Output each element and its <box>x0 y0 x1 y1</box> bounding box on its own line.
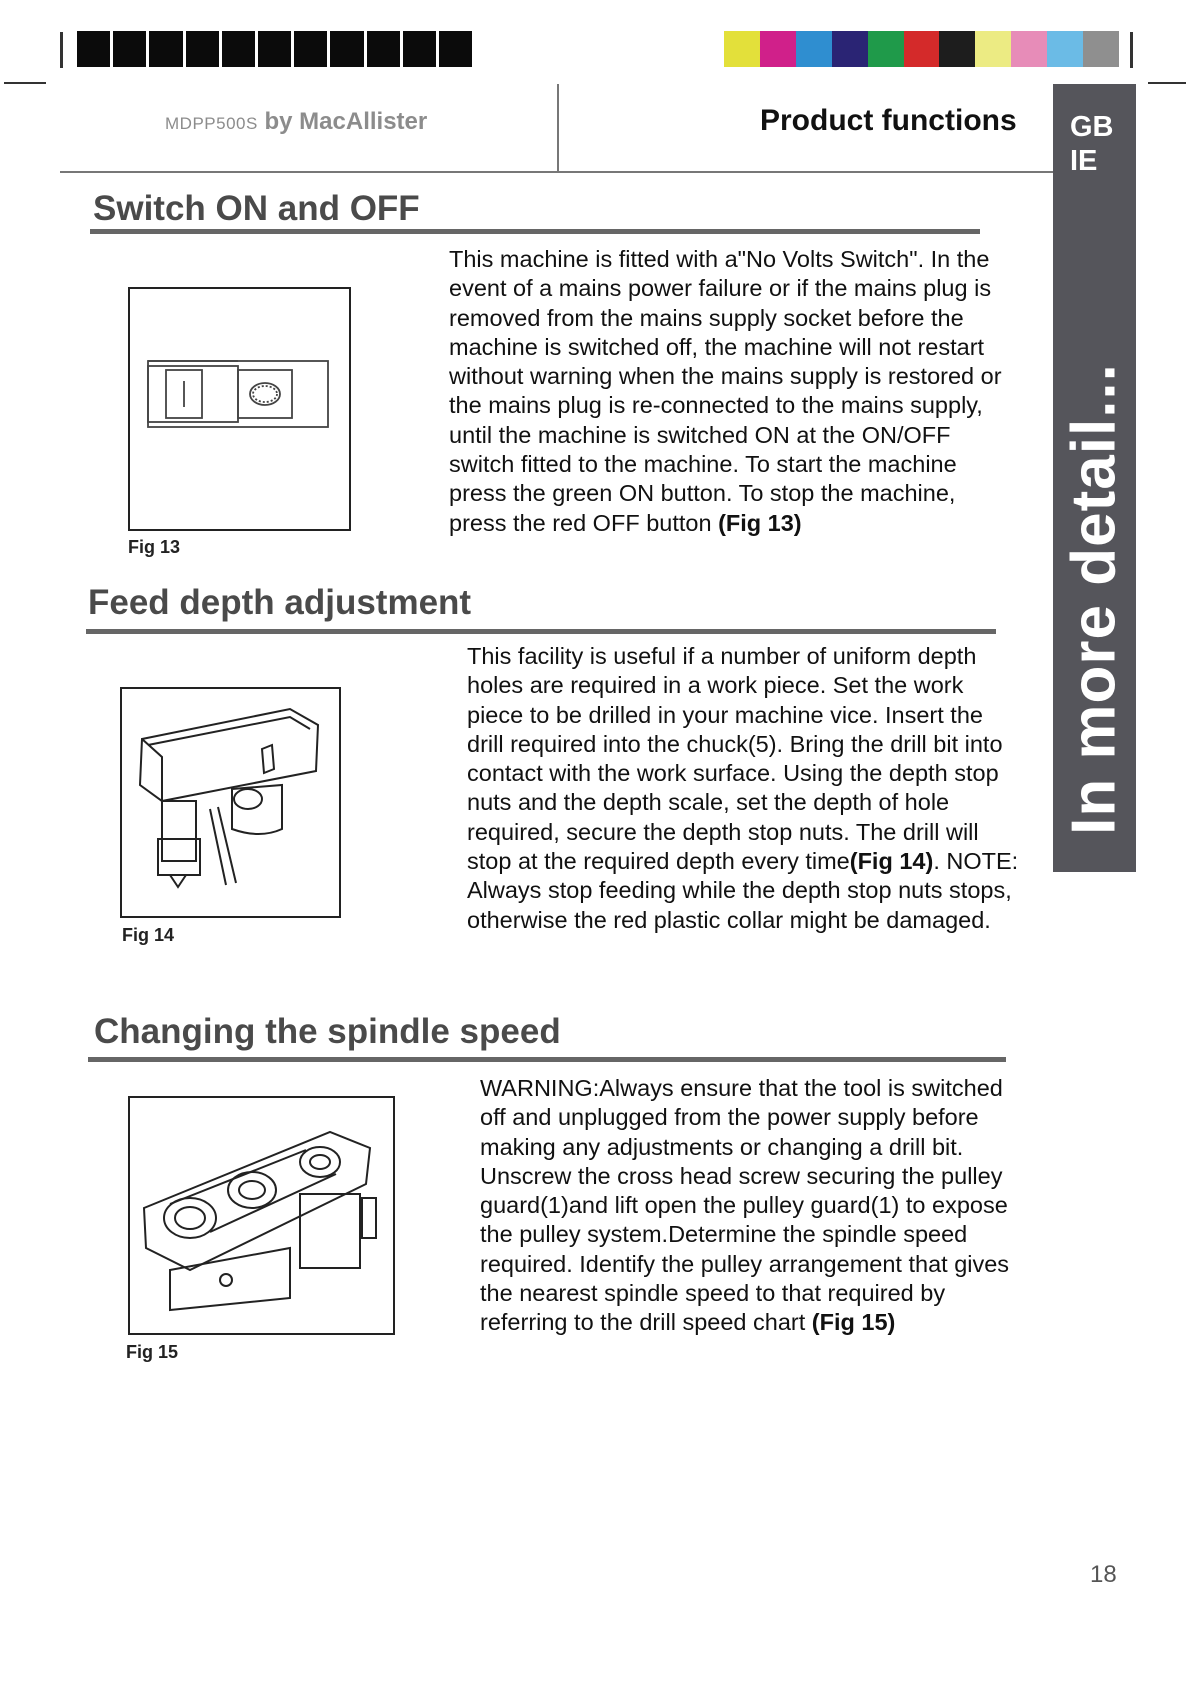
section-rule-feed-depth <box>86 629 996 634</box>
section-title-switch: Switch ON and OFF <box>93 189 420 228</box>
figure-15 <box>128 1096 395 1335</box>
figure-15-label: Fig 15 <box>126 1342 179 1362</box>
side-tab-languages <box>1070 110 1114 178</box>
registration-black-bar <box>77 31 472 67</box>
header-model: MDPP500S <box>165 114 258 133</box>
crop-mark-top-left-horizontal <box>4 82 46 84</box>
color-swatch <box>724 31 760 67</box>
color-swatch <box>904 31 940 67</box>
header-section-title: Product functions <box>760 104 1017 137</box>
figure-14 <box>120 687 341 918</box>
switch-diagram-icon <box>130 289 349 529</box>
pulley-system-icon <box>130 1098 393 1333</box>
section-body-feed-depth: This facility is useful if a number of uniform depth holes are required in a work piece. Set the work piece to be drilled in your machine vice. Insert the drill required into the chuck(5). Bring the drill bit into contact with the work surface. Using the depth stop nuts and the depth scale, set the depth of hole required, secure the depth stop nuts. The drill will stop at the required depth every time <box>467 643 1003 875</box>
color-swatch <box>1011 31 1047 67</box>
page-number: 18 <box>1090 1561 1117 1588</box>
color-swatch <box>760 31 796 67</box>
figure-ref-14: (Fig 14) <box>849 848 934 875</box>
section-rule-spindle-speed <box>88 1057 1006 1062</box>
figure-14-label: Fig 14 <box>122 925 175 945</box>
crop-mark-top-right-vertical <box>1130 32 1133 68</box>
figure-13 <box>128 287 351 531</box>
section-title-feed-depth: Feed depth adjustment <box>88 583 472 622</box>
language-ie: IE <box>1070 145 1098 177</box>
header-rule <box>60 171 1053 173</box>
crop-mark-top-right-horizontal <box>1148 82 1186 84</box>
section-text-feed-depth: This facility is useful if a number of uniform depth holes are required in a work piece. Set the work piece to be drilled in your machine vice. Insert the drill required into the chuck(5). Bring the drill bit into contact with the work surface. Using the depth stop nuts and the depth scale, set the depth of hole required, secure the depth stop nuts. The drill will stop at the required depth every time(Fig 14). NOTE: Always stop feeding while the depth stop nuts stops, otherwise the red plastic collar might be damaged. <box>467 643 1019 933</box>
header-brand-name: by MacAllister <box>264 108 428 135</box>
color-swatch <box>1083 31 1119 67</box>
side-tab <box>1053 84 1136 872</box>
crop-mark-top-left-vertical <box>60 32 63 68</box>
figure-13-label: Fig 13 <box>128 537 181 557</box>
header-divider-vertical <box>557 84 559 172</box>
drill-press-head-icon <box>122 689 339 916</box>
color-swatch <box>868 31 904 67</box>
color-swatch <box>939 31 975 67</box>
color-swatch <box>832 31 868 67</box>
language-gb: GB <box>1070 111 1114 143</box>
side-tab-label: In more detail... <box>1059 363 1129 835</box>
figure-ref-15: (Fig 15) <box>811 1309 896 1336</box>
section-text-switch <box>449 245 1004 538</box>
section-note-feed-depth: NOTE: Always stop feeding while the depth stop nuts stops, otherwise the red plastic collar might be damaged. <box>467 848 1019 933</box>
header-brand <box>165 108 427 136</box>
color-swatch <box>796 31 832 67</box>
figure-ref-13: (Fig 13) <box>718 509 802 536</box>
color-swatch <box>975 31 1011 67</box>
section-rule-switch <box>90 229 980 234</box>
section-title-spindle-speed: Changing the spindle speed <box>94 1012 561 1051</box>
section-text-spindle-speed <box>480 1074 1026 1338</box>
section-body-spindle-speed: WARNING:Always ensure that the tool is switched off and unplugged from the power supply before making any adjustments or changing a drill bit. Unscrew the cross head screw securing the pulley guard(1)and lift open the pulley guard(1) to expose the pulley system.Determine the spindle speed required. Identify the pulley arrangement that gives the nearest spindle speed to that required by referring to the drill speed chart <box>480 1075 1010 1336</box>
color-calibration-bar <box>724 31 1119 67</box>
section-body-switch: This machine is fitted with a"No Volts Switch". In the event of a mains power failure or if the mains plug is removed from the mains supply socket before the machine is switched off, the machine will not restart without warning when the mains supply is restored or the mains plug is re-connected to the mains supply, until the machine is switched ON at the ON/OFF switch fitted to the machine. To start the machine press the green ON button. To stop the machine, press the red OFF button <box>449 246 1002 536</box>
color-swatch <box>1047 31 1083 67</box>
